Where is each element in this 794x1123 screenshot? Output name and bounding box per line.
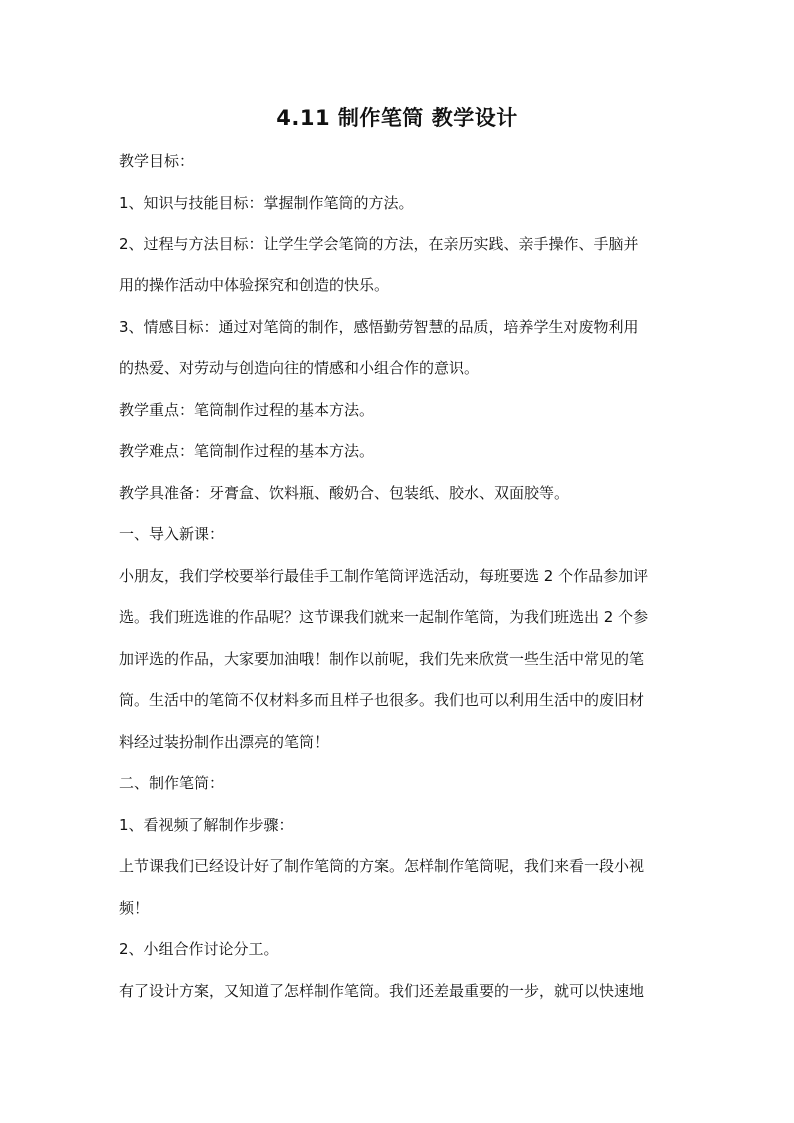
video-paragraph-line-2: 频！ <box>119 899 150 917</box>
intro-paragraph-line-1: 小朋友，我们学校要举行最佳手工制作笔筒评选活动，每班要选 2 个作品参加评 <box>119 567 649 585</box>
heading-teaching-goals: 教学目标： <box>119 152 195 170</box>
section-introduction-heading: 一、导入新课： <box>119 525 225 543</box>
goal-emotion-line-1: 3、情感目标：通过对笔筒的制作，感悟勤劳智慧的品质，培养学生对废物利用 <box>119 318 639 336</box>
goal-process-method-line-2: 用的操作活动中体验探究和创造的快乐。 <box>119 276 390 294</box>
intro-paragraph-line-3: 加评选的作品，大家要加油哦！制作以前呢，我们先来欣赏一些生活中常见的笔 <box>119 650 645 668</box>
teaching-difficulty: 教学难点：笔筒制作过程的基本方法。 <box>119 442 375 460</box>
goal-knowledge-skills: 1、知识与技能目标：掌握制作笔筒的方法。 <box>119 194 414 212</box>
document-title: 4.11 制作笔筒 教学设计 <box>276 106 518 130</box>
teaching-materials: 教学具准备：牙膏盒、饮料瓶、酸奶合、包装纸、胶水、双面胶等。 <box>119 484 570 502</box>
intro-paragraph-line-4: 筒。生活中的笔筒不仅材料多而且样子也很多。我们也可以利用生活中的废旧材 <box>119 691 645 709</box>
discussion-paragraph-line-1: 有了设计方案，又知道了怎样制作笔筒。我们还差最重要的一步，就可以快速地 <box>119 982 645 1000</box>
goal-process-method-line-1: 2、过程与方法目标：让学生学会笔筒的方法，在亲历实践、亲手操作、手脑并 <box>119 235 639 253</box>
video-paragraph-line-1: 上节课我们已经设计好了制作笔筒的方案。怎样制作笔筒呢，我们来看一段小视 <box>119 857 645 875</box>
step-watch-video: 1、看视频了解制作步骤： <box>119 816 294 834</box>
section-making-heading: 二、制作笔筒： <box>119 774 225 792</box>
intro-paragraph-line-5: 料经过装扮制作出漂亮的笔筒！ <box>119 733 330 751</box>
step-group-discussion: 2、小组合作讨论分工。 <box>119 940 279 958</box>
intro-paragraph-line-2: 选。我们班选谁的作品呢？这节课我们就来一起制作笔筒，为我们班选出 2 个参 <box>119 608 649 626</box>
goal-emotion-line-2: 的热爱、对劳动与创造向往的情感和小组合作的意识。 <box>119 359 480 377</box>
teaching-key-point: 教学重点：笔筒制作过程的基本方法。 <box>119 401 375 419</box>
